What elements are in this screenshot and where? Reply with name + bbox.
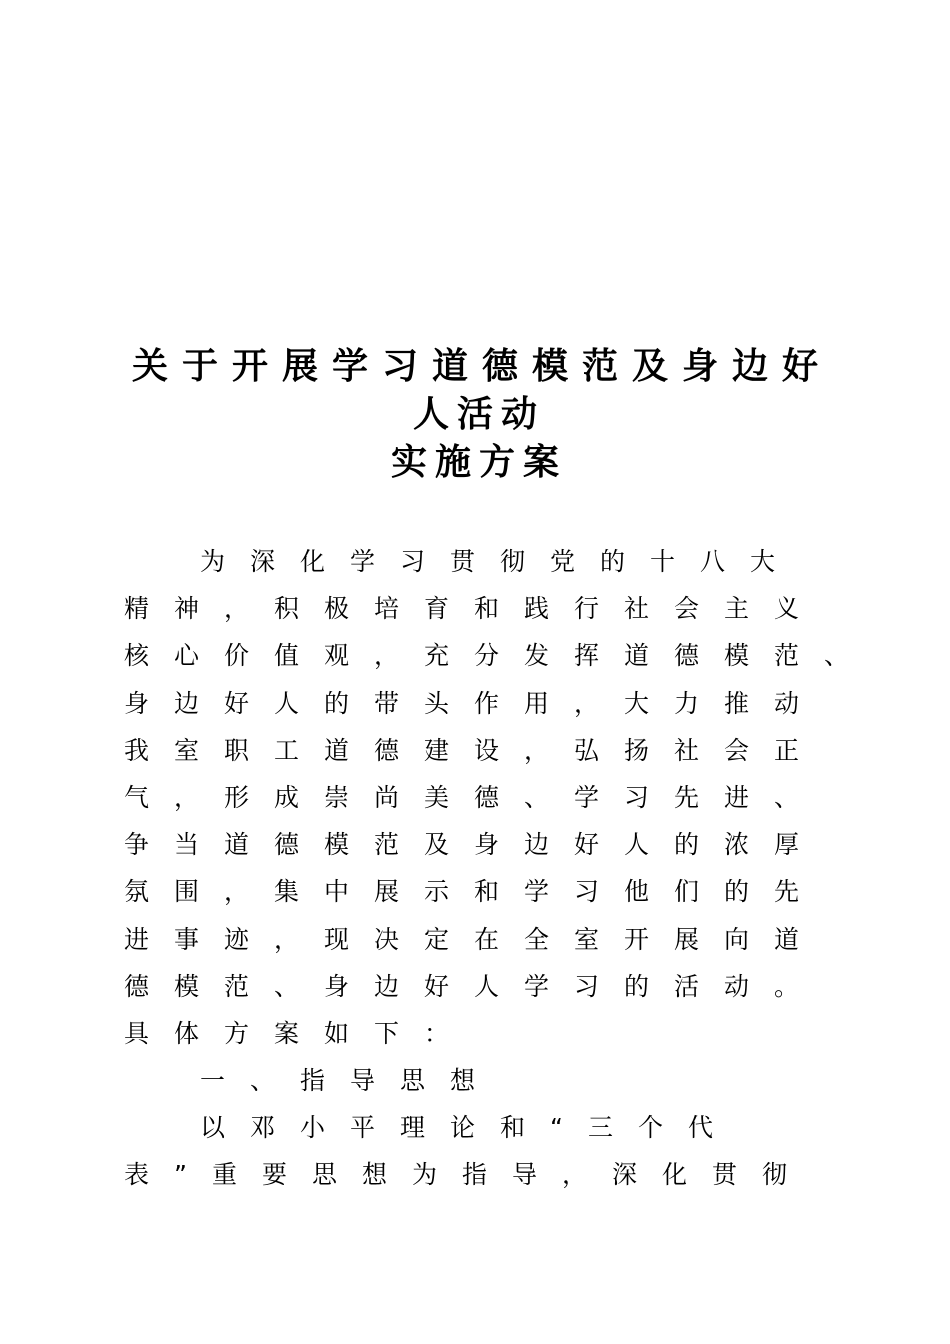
section-heading: 一、指导思想 xyxy=(200,1066,501,1096)
body-line: 气，形成崇尚美德、学习先进、 xyxy=(124,782,825,812)
body-line: 为深化学习贯彻党的十八大 xyxy=(200,547,801,576)
body-line: 精神，积极培育和践行社会主义 xyxy=(124,594,825,624)
title-line-1: 关于开展学习道德模范及身边好 xyxy=(131,345,832,387)
body-line: 核心价值观，充分发挥道德模范、 xyxy=(124,641,875,671)
body-line: 身边好人的带头作用，大力推动 xyxy=(124,688,825,718)
body-line: 表”重要思想为指导，深化贯彻 xyxy=(124,1160,812,1190)
body-line: 我室职工道德建设，弘扬社会正 xyxy=(124,735,825,765)
title-line-3: 实施方案 xyxy=(390,441,567,483)
body-line: 争当道德模范及身边好人的浓厚 xyxy=(124,830,825,860)
body-line: 进事迹，现决定在全室开展向道 xyxy=(124,924,825,954)
body-line: 具体方案如下： xyxy=(124,1018,475,1048)
title-line-2: 人活动 xyxy=(412,393,545,435)
body-line: 以邓小平理论和“三个代 xyxy=(200,1113,738,1143)
document-title xyxy=(0,342,950,486)
body-line: 氛围，集中展示和学习他们的先 xyxy=(124,877,825,907)
body-line: 德模范、身边好人学习的活动。 xyxy=(124,971,825,1001)
document-body xyxy=(124,538,884,1199)
